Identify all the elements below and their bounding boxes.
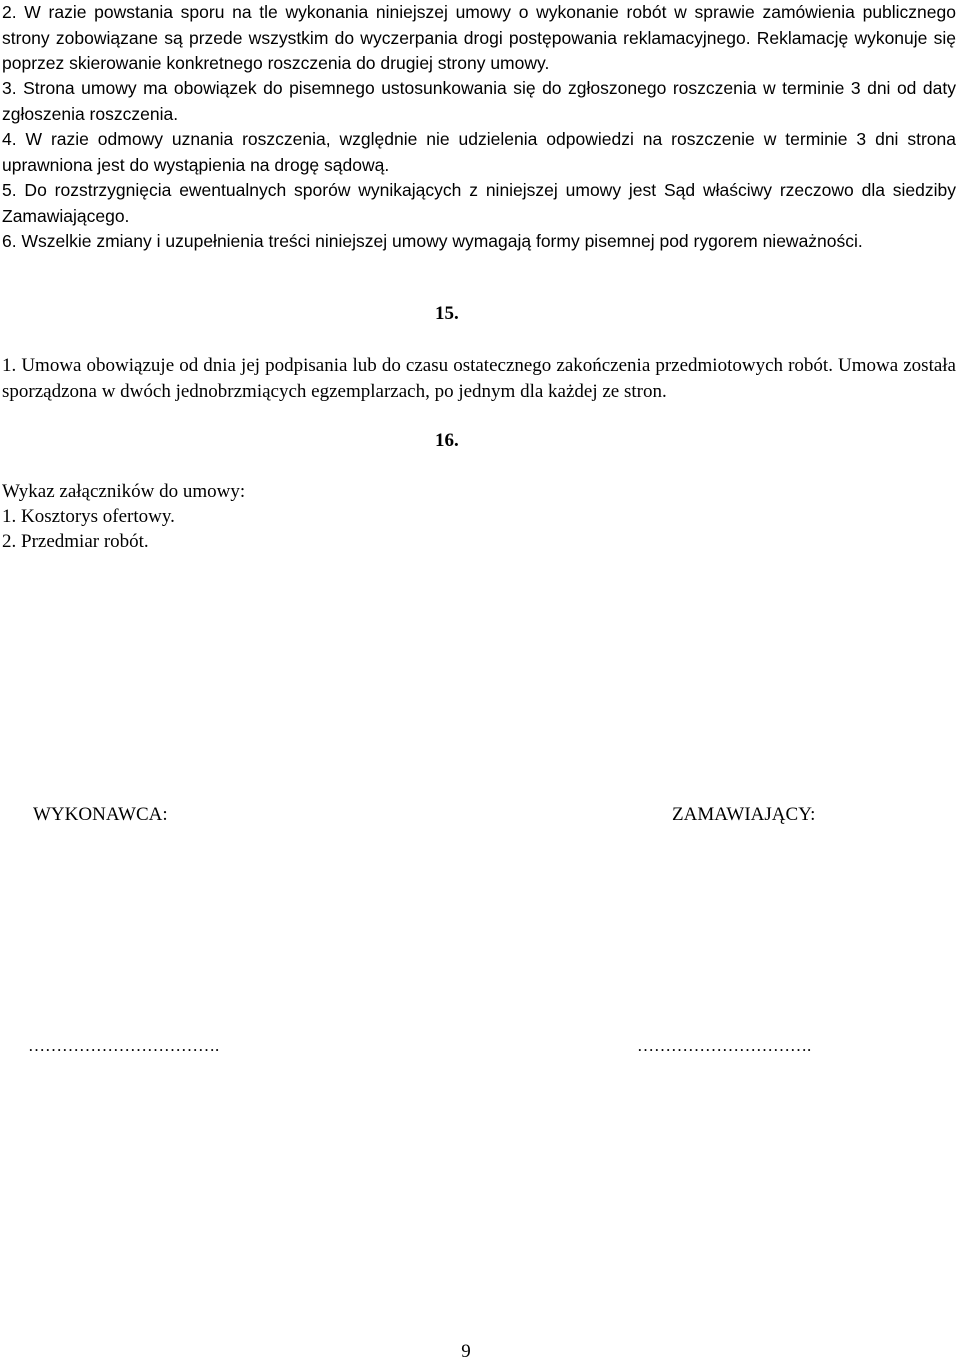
contractor-label: WYKONAWCA: [33,804,168,825]
attachment-item: 1. Kosztorys ofertowy. [2,506,175,527]
clause-5: 5. Do rozstrzygnięcia ewentualnych sporów wynikających z niniejszej umowy jest Sąd właściwy rzeczowo dla siedziby Zamawiającego. [2,180,956,226]
client-label: ZAMAWIAJĄCY: [672,804,816,825]
page-number: 9 [461,1341,471,1362]
clause-6: 6. Wszelkie zmiany i uzupełnienia treści niniejszej umowy wymagają formy pisemnej pod rygorem nieważności. [2,231,863,251]
clause-2: 2. W razie powstania sporu na tle wykonania niniejszej umowy o wykonanie robót w sprawie zamówienia publicznego strony zobowiązane są przede wszystkim do wyczerpania drogi postępowania reklamacyjnego. Reklamację wykonuje się poprzez skierowanie konkretnego roszczenia do drugiej strony umowy. [2,2,956,73]
contractor-signature-line: ……………………………. [28,1036,220,1055]
section-heading-16: 16. [435,430,459,451]
clause-4: 4. W razie odmowy uznania roszczenia, względnie nie udzielenia odpowiedzi na roszczenie w terminie 3 dni strona uprawniona jest do wystąpienia na drogę sądową. [2,129,956,175]
attachment-item: 2. Przedmiar robót. [2,531,149,552]
section-15-text: 1. Umowa obowiązuje od dnia jej podpisania lub do czasu ostatecznego zakończenia przedmiotowych robót. Umowa została sporządzona w dwóch jednobrzmiących egzemplarzach, po jednym dla każdej ze stron. [2,355,956,402]
client-signature-line: …………………………. [637,1036,812,1055]
clause-3: 3. Strona umowy ma obowiązek do pisemnego ustosunkowania się do zgłoszonego roszczenia w terminie 3 dni od daty zgłoszenia roszczenia. [2,78,956,124]
section-heading-15: 15. [435,303,459,324]
attachments-title: Wykaz załączników do umowy: [2,481,246,502]
